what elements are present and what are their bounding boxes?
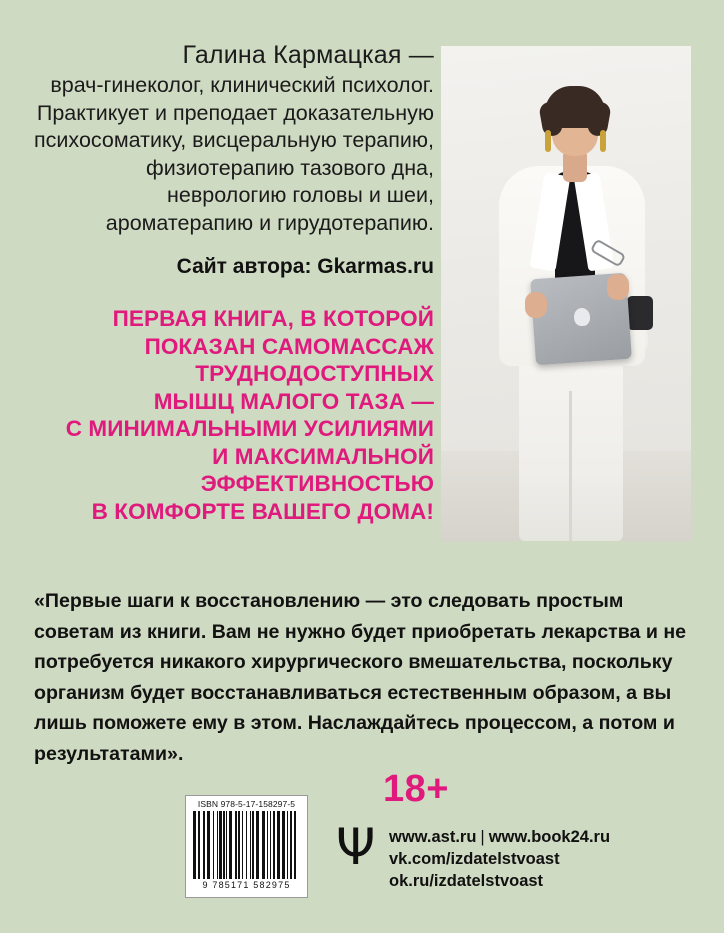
headline-line-5: С МИНИМАЛЬНЫМИ УСИЛИЯМИ bbox=[65, 416, 434, 441]
photo-handbag bbox=[627, 296, 653, 330]
link-ok[interactable]: ok.ru/izdatelstvoast bbox=[389, 872, 544, 890]
author-description: врач-гинеколог, клинический психолог. Практикует и преподает доказательную психосоматику, висцеральную терапию, физиотерапию тазового дна, неврологию головы и шеи, ароматерапию и гирудотерапию. bbox=[34, 73, 434, 235]
headline-line-6: И МАКСИМАЛЬНОЙ bbox=[212, 443, 434, 469]
photo-trousers-seam bbox=[569, 391, 572, 541]
link-book24[interactable]: www.book24.ru bbox=[488, 828, 611, 846]
link-ast[interactable]: www.ast.ru bbox=[389, 828, 477, 846]
quote-text: «Первые шаги к восстановлению — это следовать простым советам из книги. Вам не нужно будет приобретать лекарства и не потребуется никакого хирургического вмешательства, поскольку организм будет восстанавливаться естественным образом, а вы лишь поможете ему в этом. Наслаждайтесь процессом, а потом и результатами». bbox=[34, 590, 687, 765]
photo-right-hand bbox=[607, 274, 629, 300]
author-photo bbox=[441, 46, 691, 541]
headline-block bbox=[34, 305, 434, 525]
publisher-logo-icon: Ψ bbox=[336, 818, 376, 876]
photo-earring-right bbox=[600, 130, 606, 152]
headline-line-2: ПОКАЗАН САМОМАССАЖ bbox=[144, 333, 434, 359]
barcode bbox=[185, 795, 308, 898]
age-rating-badge: 18+ bbox=[383, 768, 449, 810]
photo-laptop-logo bbox=[573, 307, 590, 326]
headline-line-1: ПЕРВАЯ КНИГА, В КОТОРОЙ bbox=[112, 306, 434, 331]
author-site: Сайт автора: Gkarmas.ru bbox=[176, 255, 434, 278]
author-text-block bbox=[34, 40, 434, 280]
barcode-digits: 9 785171 582975 bbox=[202, 880, 291, 890]
headline-line-7: ЭФФЕКТИВНОСТЬЮ bbox=[200, 471, 434, 496]
headline-line-4: МЫШЦ МАЛОГО ТАЗА — bbox=[153, 388, 434, 414]
photo-left-hand bbox=[525, 292, 547, 318]
photo-earring-left bbox=[545, 130, 551, 152]
barcode-bars bbox=[190, 811, 303, 879]
headline-line-3: ТРУДНОДОСТУПНЫХ bbox=[195, 361, 434, 386]
isbn-text: ISBN 978-5-17-158297-5 bbox=[197, 799, 296, 809]
links-row-sites bbox=[389, 826, 610, 848]
publisher-links bbox=[389, 826, 610, 892]
link-vk[interactable]: vk.com/izdatelstvoast bbox=[389, 850, 560, 868]
author-name: Галина Кармацкая — bbox=[182, 41, 434, 69]
headline-line-8: В КОМФОРТЕ ВАШЕГО ДОМА! bbox=[91, 498, 434, 524]
link-separator: | bbox=[480, 828, 485, 846]
